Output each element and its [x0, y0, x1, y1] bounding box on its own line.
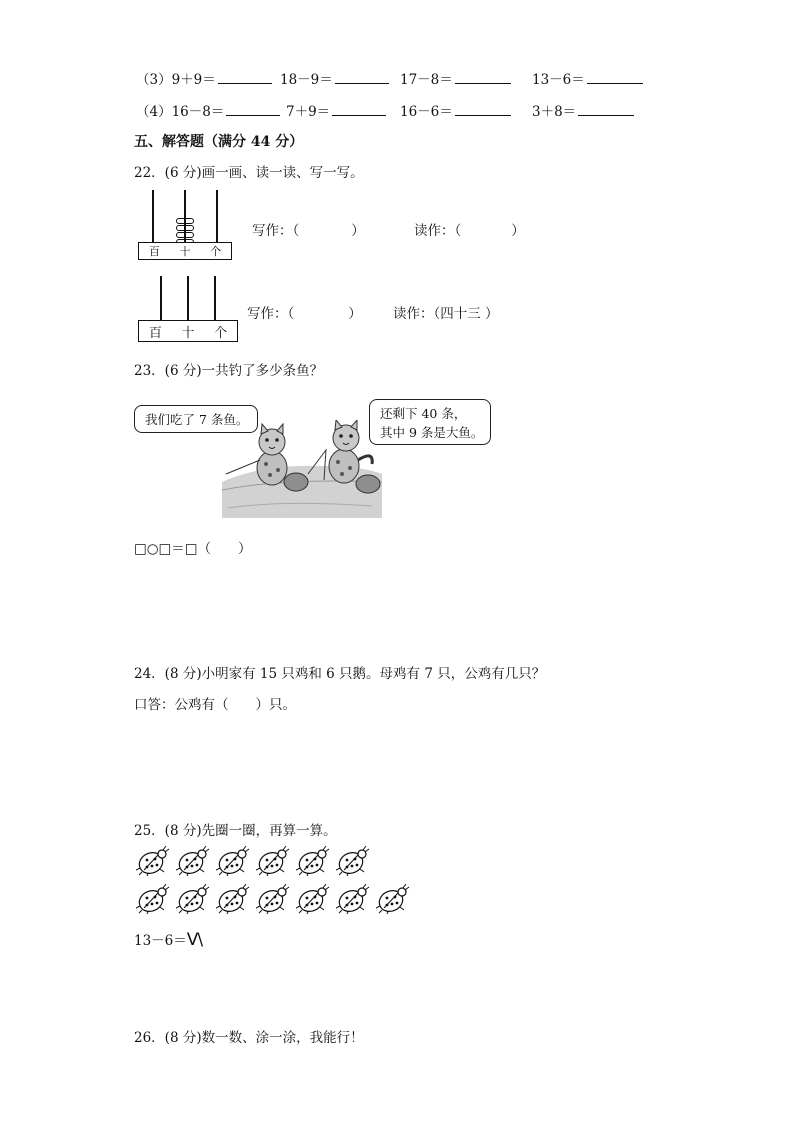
ladybug-icon: [136, 846, 170, 876]
formula-text: 13－6＝: [134, 933, 187, 949]
ladybug-icon: [216, 884, 250, 914]
answer-blank[interactable]: [226, 101, 280, 116]
q22-read-1: [414, 219, 525, 239]
q24-answer[interactable]: 口答：公鸡有（ ）只。: [134, 697, 296, 713]
ladybug-icon: [336, 846, 370, 876]
calc-item: 7＋9＝: [286, 104, 331, 120]
calc-item-wrap: [400, 100, 511, 120]
cats-picture: [222, 420, 382, 518]
calc-row-3: [136, 68, 272, 88]
ladybug-group[interactable]: [136, 846, 426, 916]
abacus-base: [138, 242, 232, 260]
calc-item-wrap: [280, 68, 389, 88]
question-24-title: 24．(8 分)小明家有 15 只鸡和 6 只鹅。母鸡有 7 只，公鸡有几只？: [134, 666, 546, 682]
calc-item-wrap: [400, 68, 511, 88]
question-22-title: 22．(6 分)画一画、读一读、写一写。: [134, 165, 364, 181]
q22-read-2: 读作：（四十三 ）: [393, 306, 499, 322]
calc-item-wrap: [532, 100, 634, 120]
question-26-title: 26．(8 分)数一数、涂一涂，我能行！: [134, 1030, 364, 1046]
question-23-title: 23．(6 分)一共钓了多少条鱼？: [134, 363, 324, 379]
handwritten-mark: V\: [186, 930, 203, 950]
ladybug-icon: [336, 884, 370, 914]
abacus-label: 十: [181, 325, 195, 341]
calc-item: 17－8＝: [400, 72, 453, 88]
abacus-label: 百: [148, 245, 160, 258]
row-label: （3）: [136, 72, 172, 88]
answer-blank[interactable]: [578, 101, 634, 116]
q23-formula[interactable]: □○□＝□（ ）: [134, 541, 252, 557]
ladybug-icon: [176, 846, 210, 876]
answer-blank[interactable]: [335, 69, 389, 84]
read-label: 读作：（: [414, 223, 462, 239]
calc-item-wrap: [532, 68, 643, 88]
answer-blank[interactable]: [455, 69, 511, 84]
paren-close: ）: [351, 223, 365, 239]
ladybug-icon: [256, 846, 290, 876]
bubble-line: 还剩下 40 条，: [380, 406, 467, 421]
paren-close: ）: [511, 223, 525, 239]
ladybug-icon: [176, 884, 210, 914]
answer-blank[interactable]: [587, 69, 643, 84]
calc-item: 16－6＝: [400, 104, 453, 120]
calc-item: 18－9＝: [280, 72, 333, 88]
calc-row-4: [136, 100, 280, 120]
ladybug-icon: [376, 884, 410, 914]
calc-item-wrap: [286, 100, 386, 120]
paren-close: ）: [348, 306, 362, 322]
section-title: 五、解答题（满分 44 分）: [134, 134, 304, 150]
calc-item: 3＋8＝: [532, 104, 577, 120]
q22-write-1: [252, 219, 365, 239]
abacus-label: 个: [214, 325, 228, 341]
abacus-1: [138, 190, 234, 262]
abacus-beads: [176, 218, 194, 245]
write-label: 写作：（: [247, 306, 295, 322]
fishing-cats-illustration: [222, 420, 382, 518]
ladybug-icon: [296, 846, 330, 876]
calc-item: 9＋9＝: [171, 72, 216, 88]
question-25-title: 25．(8 分)先圈一圈，再算一算。: [134, 823, 337, 839]
calc-item: 13－6＝: [532, 72, 585, 88]
abacus-label: 百: [148, 325, 162, 341]
abacus-label: 个: [210, 245, 222, 258]
answer-blank[interactable]: [455, 101, 511, 116]
speech-bubble-right: [369, 399, 491, 445]
abacus-label: 十: [179, 245, 191, 258]
speech-bubble-left: 我们吃了 7 条鱼。: [134, 405, 258, 433]
row-label: （4）: [136, 104, 172, 120]
q25-formula: [134, 929, 202, 950]
calc-item: 16－8＝: [171, 104, 225, 120]
q22-write-2: [247, 302, 362, 322]
abacus-base: [138, 320, 238, 342]
answer-blank[interactable]: [218, 69, 272, 84]
ladybug-icon: [256, 884, 290, 914]
answer-blank[interactable]: [332, 101, 386, 116]
bubble-line: 其中 9 条是大鱼。: [380, 425, 484, 440]
abacus-2: [138, 276, 240, 344]
ladybug-icon: [136, 884, 170, 914]
ladybug-icon: [216, 846, 250, 876]
ladybug-icon: [296, 884, 330, 914]
write-label: 写作：（: [252, 223, 300, 239]
